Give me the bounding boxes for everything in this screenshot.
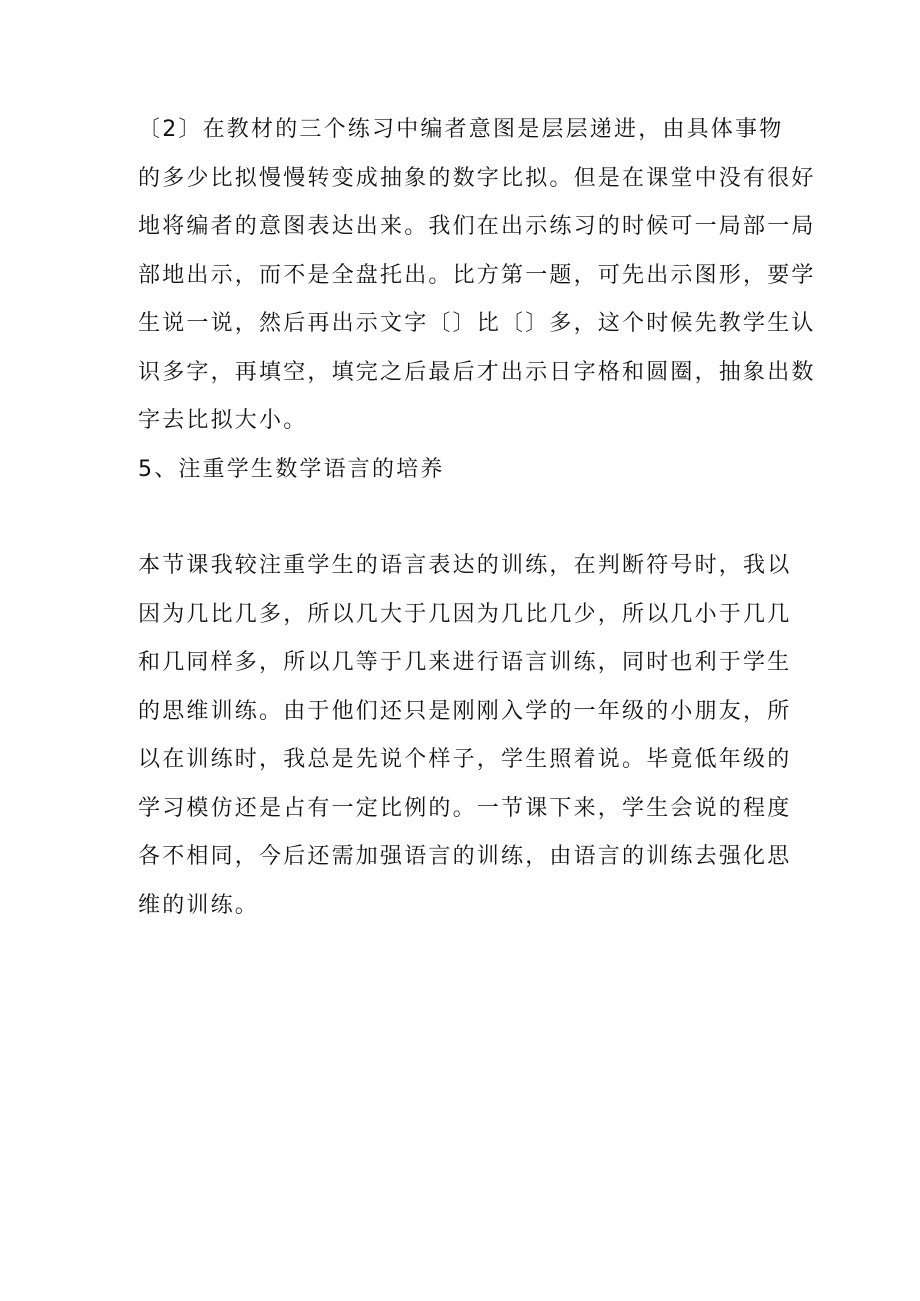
section-heading-text: 5、注重学生数学语言的培养 [138,457,445,482]
paragraph-line: 字去比拟大小。 [138,408,308,433]
paragraph-line: 的思维训练。由于他们还只是刚刚入学的一年级的小朋友，所 [138,698,792,724]
paragraph-line: 〔2〕在教材的三个练习中编者意图是层层递进，由具体事物 [138,117,784,142]
section-heading [138,446,788,495]
paragraph-reflection-exercises [138,106,816,446]
paragraph-line: 生说一说，然后再出示文字〔〕比〔〕多，这个时候先教学生认 [138,311,816,336]
paragraph-line: 维的训练。 [138,892,260,918]
paragraph-line: 部地出示，而不是全盘托出。比方第一题，可先出示图形，要学 [138,262,816,288]
paragraph-line: 识多字，再填空，填完之后最后才出示日字格和圆圈，抽象出数 [138,359,816,385]
paragraph-line: 地将编者的意图表达出来。我们在出示练习的时候可一局部一局 [138,214,816,239]
paragraph-line: 的多少比拟慢慢转变成抽象的数字比拟。但是在课堂中没有很好 [138,165,816,191]
paragraph-line: 本节课我较注重学生的语言表达的训练，在判断符号时，我以 [138,553,792,578]
paragraph-line: 和几同样多，所以几等于几来进行语言训练，同时也利于学生 [138,650,792,675]
paragraph-line: 因为几比几多，所以几大于几因为几比几少，所以几小于几几 [138,601,792,627]
paragraph-line: 以在训练时，我总是先说个样子，学生照着说。毕竟低年级的 [138,747,792,772]
paragraph-language-training [138,542,792,930]
paragraph-line: 学习模仿还是占有一定比例的。一节课下来，学生会说的程度 [138,795,792,821]
paragraph-line: 各不相同，今后还需加强语言的训练，由语言的训练去强化思 [138,844,792,869]
